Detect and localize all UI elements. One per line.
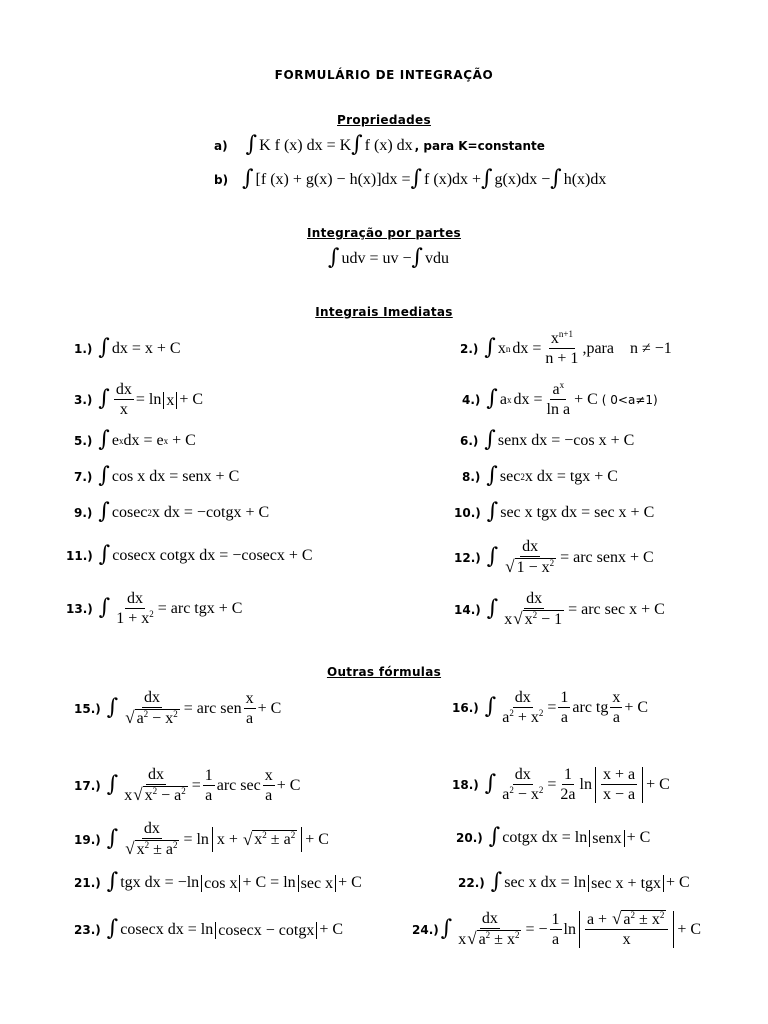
denominator: n + 1 [545, 350, 579, 367]
integral-symbol: ∫ [106, 694, 119, 720]
absolute-value: cosecx − cotgx [215, 922, 317, 939]
integral-symbol: ∫ [490, 869, 503, 894]
formula-number: 19.) [74, 832, 101, 847]
formula-1 [74, 335, 181, 360]
superscript: 2 [659, 910, 665, 920]
formula-expr: arc sec [216, 776, 261, 794]
formula-number: 3.) [74, 393, 93, 407]
superscript: n+1 [558, 329, 573, 339]
formula-expr: = − [525, 920, 548, 938]
property-b-expr: [f (x) + g(x) − h(x)]dx = [255, 171, 411, 188]
formula-5: 5.) ∫ e x dx = e x + C [74, 427, 196, 452]
integral-symbol: ∫ [484, 427, 496, 452]
root-symbol: √ [242, 829, 253, 849]
root-symbol: √ [505, 557, 515, 576]
formula-expr: = arc senx + C [560, 548, 654, 566]
integral-symbol: ∫ [106, 771, 119, 797]
integral-symbol: ∫ [98, 542, 111, 567]
superscript: 2 [532, 610, 538, 620]
property-b-expr2: f (x)dx + [424, 171, 482, 188]
denominator: a [265, 786, 273, 804]
denominator: 2a [560, 786, 576, 803]
formula-number: 22.) [458, 876, 485, 890]
formula-expr: + C [646, 776, 670, 793]
by-parts-expr1: udv = uv − [341, 250, 412, 267]
section-properties: Propriedades [337, 113, 431, 127]
property-b [214, 166, 607, 191]
formula-number: 12.) [454, 550, 481, 565]
absolute-value: sec x [298, 875, 336, 892]
denominator: − a [157, 787, 182, 804]
formula-expr: = [191, 776, 201, 794]
denominator: ln a [546, 401, 571, 418]
numerator: dx [143, 689, 160, 706]
absolute-value [579, 911, 674, 948]
formula-expr: = ln [135, 391, 162, 408]
section-immediate: Integrais Imediatas [315, 305, 453, 319]
fraction [122, 821, 181, 858]
formula-13 [66, 591, 242, 627]
formula-2: 2.) ∫ x n dx = $\frac{x^{n+1}}{n + 1}$ ,para n ≠ −1 [460, 329, 672, 367]
integral-symbol: ∫ [328, 245, 340, 270]
denominator: ± x [490, 931, 515, 948]
integral-symbol: ∫ [410, 166, 423, 191]
formula-number: 24.) [412, 922, 439, 937]
superscript: 2 [538, 785, 544, 795]
formula-number: 9.) [74, 506, 93, 520]
denominator: a [246, 709, 254, 727]
denominator: 1 + x [116, 610, 150, 627]
formula-number: 10.) [454, 506, 481, 520]
denominator: a [502, 786, 510, 803]
by-parts-formula [328, 245, 449, 270]
denominator: x [144, 787, 153, 804]
numerator: dx [526, 590, 543, 607]
fraction [244, 691, 256, 727]
formula-number: 11.) [66, 549, 93, 563]
formula-23 [74, 916, 344, 941]
integral-symbol: ∫ [98, 427, 110, 452]
absolute-value: x [163, 392, 177, 409]
formula-expr: = arc tgx + C [157, 600, 243, 617]
integral-symbol: ∫ [98, 386, 110, 411]
integral-symbol: ∫ [550, 166, 562, 191]
integral-symbol: ∫ [106, 825, 119, 851]
formula-21 [74, 869, 362, 894]
abs-content: ± a [266, 831, 291, 848]
fraction [502, 591, 566, 628]
numerator: 1 [560, 689, 569, 706]
numerator: dx [143, 820, 160, 837]
formula-expr: x dx = tgx + C [524, 468, 618, 485]
fraction [558, 767, 577, 803]
denominator: x [622, 931, 631, 948]
numerator: dx [522, 538, 539, 555]
superscript: 2 [290, 830, 296, 840]
integral-symbol: ∫ [106, 916, 119, 941]
formula-number: 20.) [456, 831, 483, 845]
formula-expr: = [547, 776, 557, 793]
formula-number: 7.) [74, 470, 93, 484]
property-a-expr2: f (x) dx [364, 137, 413, 154]
numerator: x [245, 689, 254, 707]
formula-16 [452, 690, 648, 726]
abs-content: x + [216, 830, 242, 848]
denominator: x [524, 611, 533, 628]
formula-number: 4.) [462, 393, 481, 407]
superscript: 2 [514, 930, 520, 940]
denominator: x [504, 611, 513, 628]
formula-number: 21.) [74, 876, 101, 890]
absolute-value [595, 767, 643, 803]
denominator: a [502, 709, 510, 726]
formula-expr: = arc sec x + C [568, 600, 665, 618]
formula-number: 23.) [74, 923, 101, 937]
formula-expr: + C [172, 432, 196, 449]
formula-10 [454, 499, 655, 524]
property-b-expr4: h(x)dx [563, 171, 607, 188]
section-others: Outras fórmulas [326, 665, 442, 679]
superscript: 2 [509, 708, 514, 718]
integral-symbol: ∫ [440, 915, 453, 941]
formula-expr: sec [499, 468, 521, 485]
formula-number: 8.) [462, 470, 481, 484]
formula-expr: tgx dx = −ln [120, 874, 200, 891]
absolute-value: sec x + tgx [588, 875, 664, 892]
denominator: x − a [602, 786, 636, 803]
integral-symbol: ∫ [484, 335, 496, 360]
formula-8: 8.) ∫ sec 2 x dx = tgx + C [462, 463, 618, 488]
formula-expr: e [111, 432, 119, 449]
fraction [500, 767, 545, 803]
formula-expr: ,para n ≠ −1 [582, 340, 672, 357]
integral-symbol: ∫ [486, 499, 499, 524]
formula-expr: cosecx dx = ln [120, 921, 214, 938]
superscript: 2 [152, 786, 158, 796]
numerator: x + a [602, 766, 636, 783]
formula-expr: = arc sen [183, 699, 242, 717]
formula-expr: = [547, 699, 557, 716]
absolute-value: cos x [201, 875, 240, 892]
denominator: + x [513, 709, 539, 726]
fraction [550, 912, 562, 948]
integral-symbol: ∫ [486, 595, 499, 621]
property-b-expr3: g(x)dx − [494, 171, 551, 188]
superscript: x [559, 380, 565, 390]
integral-symbol: ∫ [486, 463, 498, 488]
formula-number: 13.) [66, 602, 93, 616]
denominator: − x [148, 710, 174, 727]
formula-expr: dx = [513, 391, 543, 408]
denominator: − 1 [537, 611, 563, 628]
formula-4: 4.) ∫ a x dx = $\frac{a^x}{\text{ln a}}$ + C ( 0<a≠1) [462, 380, 658, 418]
numerator: dx [115, 381, 132, 398]
formula-3 [74, 382, 203, 418]
formula-expr: + C [574, 391, 598, 408]
superscript: 2 [262, 830, 267, 840]
formula-17 [74, 767, 300, 804]
formula-number: 5.) [74, 434, 93, 448]
formula-note: ( 0<a≠1) [601, 393, 658, 407]
superscript: 2 [181, 786, 186, 796]
denominator: x [119, 401, 128, 418]
formula-number: 18.) [452, 778, 479, 792]
denominator: a [560, 709, 568, 726]
formula-expr: + C [276, 776, 301, 794]
numerator: a [552, 381, 560, 398]
superscript: 2 [149, 609, 154, 619]
fraction [500, 690, 545, 726]
numerator: 1 [563, 766, 572, 783]
numerator: ± x [635, 911, 660, 928]
integral-symbol: ∫ [351, 132, 363, 157]
formula-expr: + C [626, 829, 651, 846]
property-a [214, 132, 545, 157]
fraction [585, 911, 668, 948]
formula-expr: dx = e [123, 432, 164, 449]
integral-symbol: ∫ [411, 245, 423, 270]
formula-20 [456, 824, 651, 849]
numerator: a [623, 911, 631, 928]
denominator: x [458, 931, 467, 948]
denominator: a [551, 930, 560, 948]
superscript: 2 [549, 558, 555, 568]
formula-expr: x [497, 340, 506, 357]
root-symbol: √ [513, 609, 523, 628]
formula-expr: ln [563, 920, 576, 938]
formula-12 [454, 539, 654, 576]
root-symbol: √ [125, 708, 135, 727]
fraction [601, 767, 637, 803]
numerator: dx [126, 590, 143, 607]
abs-content: x [254, 831, 263, 848]
formula-number: 6.) [460, 434, 479, 448]
integral-symbol: ∫ [488, 824, 501, 849]
superscript: 2 [485, 930, 491, 940]
numerator: x [550, 330, 559, 347]
formula-expr: + C [624, 699, 649, 716]
fraction [203, 768, 215, 804]
formula-14 [454, 591, 665, 628]
formula-expr: ln [579, 776, 592, 793]
numerator: x [612, 689, 621, 706]
denominator: a [612, 709, 620, 726]
formula-expr: cotgx dx = ln [502, 829, 588, 846]
integral-symbol: ∫ [481, 166, 493, 191]
formula-18 [452, 767, 670, 803]
formula-expr: cosecx cotgx dx = −cosecx + C [112, 547, 313, 564]
by-parts-expr2: vdu [424, 250, 449, 267]
numerator: 1 [204, 766, 213, 784]
integral-symbol: ∫ [106, 869, 119, 894]
formula-expr: = ln [183, 830, 209, 848]
numerator: 1 [551, 910, 560, 928]
formula-11 [66, 542, 313, 567]
numerator: dx [514, 766, 531, 783]
formula-expr: arc tg [572, 699, 609, 716]
formula-expr: dx = x + C [111, 340, 181, 357]
fraction [456, 911, 523, 948]
denominator: a [136, 710, 144, 727]
formula-expr: + C [257, 699, 282, 717]
superscript: 2 [538, 708, 544, 718]
superscript: 2 [143, 709, 149, 719]
denominator: x [124, 787, 133, 804]
root-symbol: √ [133, 785, 143, 804]
property-a-label: a) [214, 139, 228, 153]
formula-number: 14.) [454, 602, 481, 617]
formula-expr: sec x dx = ln [504, 874, 587, 891]
formula-22 [458, 869, 690, 894]
integral-symbol: ∫ [484, 771, 497, 796]
integral-symbol: ∫ [98, 335, 110, 360]
numerator: x [264, 766, 273, 784]
denominator: ± a [149, 841, 173, 858]
property-a-note: , para K=constante [414, 139, 545, 153]
fraction [263, 768, 275, 804]
fraction [122, 690, 181, 727]
formula-24 [412, 911, 701, 948]
superscript: 2 [172, 840, 178, 850]
page-title: FORMULÁRIO DE INTEGRAÇÃO [274, 68, 494, 82]
integral-symbol: ∫ [486, 386, 498, 411]
root-symbol: √ [467, 929, 477, 948]
formula-number: 16.) [452, 701, 479, 715]
denominator: a [205, 786, 213, 804]
denominator: − x [513, 786, 539, 803]
absolute-value: senx [589, 830, 624, 847]
numerator: a + [586, 911, 612, 928]
formula-expr: + C [338, 874, 362, 891]
fraction [122, 767, 189, 804]
integral-symbol: ∫ [98, 499, 110, 524]
superscript: 2 [630, 910, 636, 920]
formula-15 [74, 690, 281, 727]
formula-expr: sec x tgx dx = sec x + C [500, 504, 655, 521]
formula-number: 2.) [460, 342, 479, 356]
numerator: dx [481, 910, 498, 927]
property-a-expr: K f (x) dx = K [259, 137, 352, 154]
superscript: 2 [144, 840, 150, 850]
formula-number: 1.) [74, 342, 93, 356]
formula-9: 9.) ∫ cosec 2 x dx = −cotgx + C [74, 499, 270, 524]
fraction [558, 690, 570, 726]
formula-expr: + C [319, 921, 344, 938]
formula-expr: cos x dx = senx + C [111, 468, 240, 485]
formula-number: 17.) [74, 778, 101, 793]
fraction [543, 331, 580, 367]
formula-expr: x dx = −cotgx + C [151, 504, 270, 521]
integral-symbol: ∫ [486, 543, 499, 569]
numerator: dx [514, 689, 531, 706]
integral-symbol: ∫ [245, 132, 258, 157]
denominator: a [478, 931, 486, 948]
denominator: x [136, 841, 145, 858]
formula-expr: + C = ln [242, 874, 296, 891]
denominator: 1 − x [516, 559, 550, 576]
integral-symbol: ∫ [98, 463, 110, 488]
root-symbol: √ [612, 909, 622, 928]
formula-expr: + C [666, 874, 690, 891]
integral-symbol: ∫ [242, 166, 254, 191]
formula-19 [74, 821, 329, 858]
root-symbol: √ [125, 839, 135, 858]
formula-expr: cosec [111, 504, 148, 521]
formula-6 [460, 427, 635, 452]
formula-expr: + C [677, 920, 702, 938]
formula-expr: senx dx = −cos x + C [497, 432, 635, 449]
formula-expr: + C [305, 830, 329, 848]
section-by-parts: Integração por partes [307, 226, 461, 240]
integral-symbol: ∫ [484, 694, 497, 719]
fraction [545, 382, 573, 418]
fraction [610, 690, 622, 726]
formula-expr: + C [179, 391, 204, 408]
formula-expr: a [499, 391, 507, 408]
fraction [114, 382, 134, 418]
superscript: 2 [173, 709, 178, 719]
fraction [114, 591, 156, 627]
property-b-label: b) [214, 173, 229, 187]
formula-number: 15.) [74, 701, 101, 716]
formula-expr: dx = [512, 340, 542, 357]
formula-7 [74, 463, 240, 488]
fraction [502, 539, 558, 576]
superscript: 2 [509, 785, 514, 795]
numerator: dx [147, 766, 164, 783]
absolute-value [212, 827, 302, 852]
integral-symbol: ∫ [98, 595, 111, 620]
